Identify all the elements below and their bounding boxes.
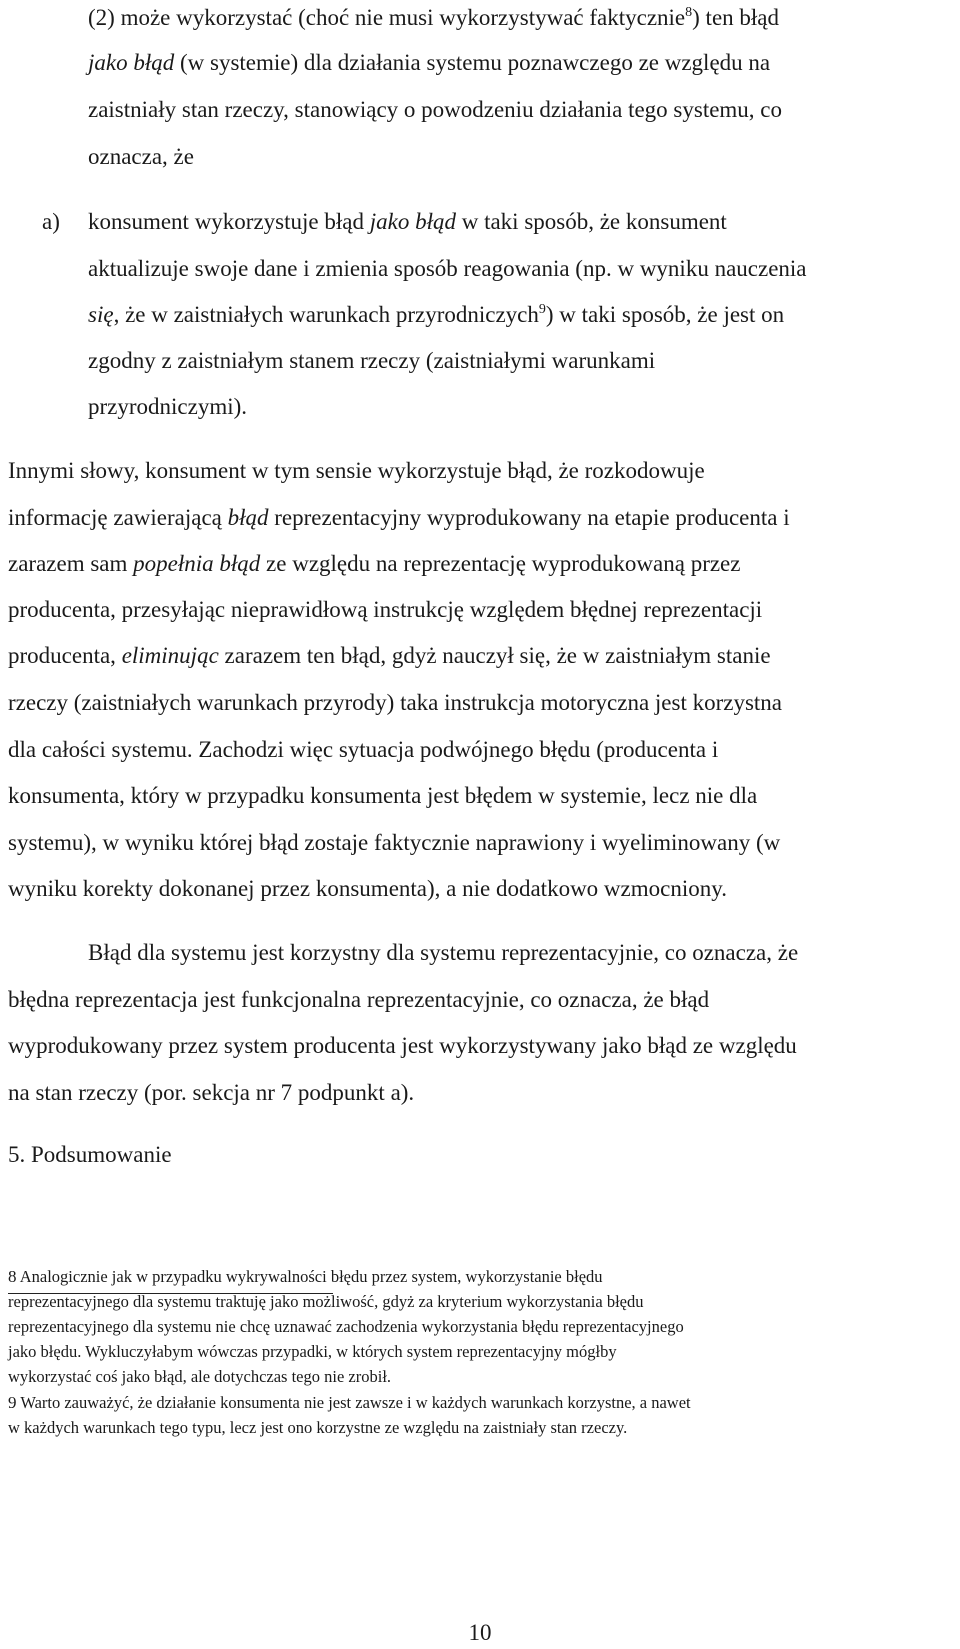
para1-line5: [8, 641, 771, 671]
para1-line4: producenta, przesyłając nieprawidłową instrukcję względem błędnej reprezentacji: [8, 597, 763, 622]
para1-line7: dla całości systemu. Zachodzi więc sytuacja podwójnego błędu (producenta i: [8, 737, 719, 762]
text: zarazem ten błąd, gdyż nauczył się, że w zaistniałym stanie: [218, 643, 771, 668]
para2-line1: Błąd dla systemu jest korzystny dla systemu reprezentacyjnie, co oznacza, że: [88, 940, 799, 965]
text: (2) może wykorzystać (choć nie musi wykorzystywać faktycznie: [88, 5, 686, 30]
text: reprezentacyjny wyprodukowany na etapie producenta i: [268, 505, 790, 530]
list-marker-a: a): [42, 209, 60, 234]
section-heading: 5. Podsumowanie: [8, 1142, 172, 1167]
para1-line6: rzeczy (zaistniałych warunkach przyrody) taka instrukcja motoryczna jest korzystna: [8, 690, 783, 715]
italic-text: eliminując: [121, 643, 219, 668]
italic-text: się: [88, 302, 114, 327]
text: w taki sposób, że konsument: [455, 209, 727, 234]
text: informację zawierającą: [8, 505, 228, 530]
text: ze względu na reprezentację wyprodukowaną przez: [260, 551, 741, 576]
point2-line4: oznacza, że: [88, 144, 194, 169]
text: Warto zauważyć, że działanie konsumenta nie jest zawsze i w każdych warunkach korzystne, a nawet: [16, 1393, 691, 1412]
italic-text: błąd: [227, 505, 269, 530]
para2-line2: błędna reprezentacja jest funkcjonalna reprezentacyjnie, co oznacza, że błąd: [8, 987, 710, 1012]
footnote-8-line4: jako błędu. Wykluczyłabym wówczas przypadki, w których system reprezentacyjny mógłby: [8, 1342, 617, 1361]
footnote-8-line3: reprezentacyjnego dla systemu nie chcę uznawać zachodzenia wykorzystania błędu reprezentacyjnego: [8, 1317, 684, 1336]
text: (w systemie) dla działania systemu poznawczego ze względu na: [174, 50, 771, 75]
item-a-line3: [88, 300, 784, 330]
italic-text: popełnia błąd: [133, 551, 261, 576]
item-a-line5: przyrodniczymi).: [88, 394, 248, 419]
footnote-ref-8[interactable]: 8: [685, 5, 693, 20]
para1-line3: [8, 549, 740, 579]
footnote-8-line5: wykorzystać coś jako błąd, ale dotychczas tego nie zrobił.: [8, 1367, 392, 1386]
point2-line3: zaistniały stan rzeczy, stanowiący o powodzeniu działania tego systemu, co: [88, 97, 783, 122]
para1-line1: Innymi słowy, konsument w tym sensie wykorzystuje błąd, że rozkodowuje: [8, 458, 705, 483]
item-a-line1: [88, 207, 727, 237]
point2-line1: [88, 3, 779, 33]
footnote-number: 9: [8, 1393, 17, 1412]
para1-line10: wyniku korekty dokonanej przez konsumenta), a nie dodatkowo wzmocniony.: [8, 876, 727, 901]
footnote-ref-9[interactable]: 9: [538, 302, 546, 317]
footnote-8-line2: reprezentacyjnego dla systemu traktuję jako możliwość, gdyż za kryterium wykorzystania błędu: [8, 1292, 644, 1311]
text: producenta,: [8, 643, 122, 668]
para1-line9: systemu), w wyniku której błąd zostaje faktycznie naprawiony i wyeliminowany (w: [8, 830, 781, 855]
para1-line8: konsumenta, który w przypadku konsumenta jest błędem w systemie, lecz nie dla: [8, 783, 758, 808]
text: ) w taki sposób, że jest on: [545, 302, 785, 327]
para2-line4: na stan rzeczy (por. sekcja nr 7 podpunkt a).: [8, 1080, 415, 1105]
para2-line3: wyprodukowany przez system producenta jest wykorzystywany jako błąd ze względu: [8, 1033, 797, 1058]
footnote-9-line1: [8, 1392, 691, 1414]
item-a-line4: zgodny z zaistniałym stanem rzeczy (zaistniałymi warunkami: [88, 348, 656, 373]
text: Analogicznie jak w przypadku wykrywalności błędu przez system, wykorzystanie błędu: [16, 1267, 603, 1286]
item-a-line2: aktualizuje swoje dane i zmienia sposób reagowania (np. w wyniku nauczenia: [88, 256, 807, 281]
text: konsument wykorzystuje błąd: [88, 209, 370, 234]
page-number: 10: [468, 1620, 492, 1645]
text: ) ten błąd: [692, 5, 779, 30]
para1-line2: [8, 503, 790, 533]
footnote-9-line2: w każdych warunkach tego typu, lecz jest ono korzystne ze względu na zaistniały stan rzeczy.: [8, 1418, 628, 1437]
italic-text: jako błąd: [88, 50, 175, 75]
italic-text: jako błąd: [369, 209, 456, 234]
footnote-number: 8: [8, 1267, 17, 1286]
footnote-8-line1: [8, 1266, 603, 1288]
text: zarazem sam: [8, 551, 134, 576]
text: , że w zaistniałych warunkach przyrodniczych: [113, 302, 539, 327]
point2-line2: [88, 48, 770, 78]
